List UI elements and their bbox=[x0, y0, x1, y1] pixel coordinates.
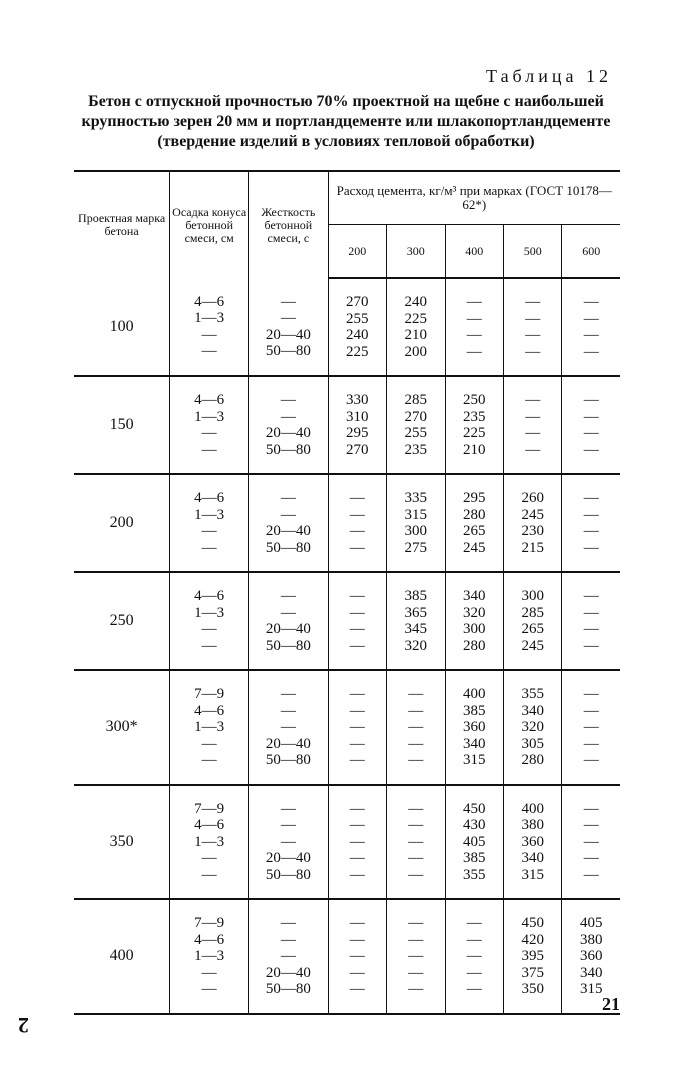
cell-value: — bbox=[583, 327, 599, 343]
rigidity-cell bbox=[249, 670, 328, 785]
cell-value: 280 bbox=[462, 637, 486, 654]
grade-500-cell bbox=[503, 572, 561, 670]
cell-value: 4—6 bbox=[194, 702, 225, 719]
cell-value: 280 bbox=[462, 506, 486, 523]
cell-value: — bbox=[280, 310, 296, 326]
table-row bbox=[74, 572, 620, 670]
grade-400-cell bbox=[445, 474, 503, 572]
cell-value: — bbox=[583, 425, 599, 441]
cell-value: — bbox=[349, 686, 365, 702]
cell-value: 1—3 bbox=[194, 833, 225, 850]
cell-value: — bbox=[583, 817, 599, 833]
cell-value: — bbox=[408, 948, 424, 964]
grade-400-cell bbox=[445, 278, 503, 376]
cell-value: — bbox=[349, 506, 365, 523]
cell-value: — bbox=[408, 702, 424, 719]
cell-value: 405 bbox=[462, 833, 486, 850]
cell-value: 225 bbox=[404, 310, 427, 327]
grade-400-cell bbox=[445, 670, 503, 785]
table-title: Бетон с отпускной прочностью 70% проектной на щебне с наибольшей крупностью зерен 20 мм и портландцементе или шлакопортландцементе (твердение изделий в условиях тепловой обработки) bbox=[81, 93, 611, 150]
cell-value: — bbox=[583, 719, 599, 735]
table-label: Таблица 12 bbox=[486, 66, 612, 86]
cell-value: 210 bbox=[462, 441, 486, 458]
cell-value: 255 bbox=[404, 425, 427, 441]
cell-value: 400 bbox=[462, 686, 486, 702]
cell-value: — bbox=[201, 539, 217, 556]
cell-value: 270 bbox=[346, 441, 369, 458]
cell-value: 1—3 bbox=[194, 408, 225, 425]
cell-value: — bbox=[466, 310, 482, 327]
table-row bbox=[74, 785, 620, 900]
cell-value: 430 bbox=[462, 817, 486, 833]
cell-value: 20—40 bbox=[265, 425, 311, 441]
cell-value: — bbox=[280, 408, 296, 425]
cell-value: — bbox=[408, 735, 424, 752]
cell-value: — bbox=[583, 735, 599, 752]
cell-value: — bbox=[201, 523, 217, 539]
header-project-mark: Проектная марка бетона bbox=[74, 171, 170, 278]
cell-value: 4—6 bbox=[194, 392, 225, 408]
cell-value: 340 bbox=[521, 850, 544, 866]
cell-value: 4—6 bbox=[194, 931, 225, 948]
cell-value: — bbox=[525, 392, 541, 408]
cell-value: 395 bbox=[521, 948, 544, 964]
grade-600-cell bbox=[562, 376, 620, 474]
cell-value: — bbox=[349, 719, 365, 735]
cell-value: 50—80 bbox=[265, 539, 311, 556]
mark-cell: 350 bbox=[74, 785, 170, 900]
cell-value: — bbox=[201, 964, 217, 981]
cell-value: — bbox=[280, 931, 296, 948]
cell-value: 20—40 bbox=[265, 850, 311, 866]
slump-cell bbox=[170, 785, 249, 900]
cell-value: 245 bbox=[521, 637, 544, 654]
grade-300-cell bbox=[387, 899, 445, 1014]
cell-value: 385 bbox=[404, 588, 427, 604]
cell-value: — bbox=[349, 604, 365, 621]
grade-500-cell bbox=[503, 785, 561, 900]
cell-value: 315 bbox=[521, 866, 544, 883]
header-grade-200: 200 bbox=[328, 225, 386, 279]
cell-value: 1—3 bbox=[194, 948, 225, 964]
cell-value: — bbox=[583, 539, 599, 556]
table-row bbox=[74, 670, 620, 785]
cell-value: 340 bbox=[462, 588, 486, 604]
rigidity-cell bbox=[249, 474, 328, 572]
cell-value: — bbox=[349, 915, 365, 931]
rigidity-cell bbox=[249, 899, 328, 1014]
cell-value: — bbox=[349, 833, 365, 850]
grade-500-cell bbox=[503, 474, 561, 572]
cell-value: 295 bbox=[462, 490, 486, 506]
cell-value: 260 bbox=[521, 490, 544, 506]
grade-400-cell bbox=[445, 899, 503, 1014]
cell-value: 320 bbox=[521, 719, 544, 735]
cell-value: 300 bbox=[521, 588, 544, 604]
cell-value: 1—3 bbox=[194, 719, 225, 735]
cell-value: 235 bbox=[404, 441, 427, 458]
header-slump: Осадка конуса бетонной смеси, см bbox=[170, 171, 249, 278]
cell-value: 450 bbox=[462, 800, 486, 817]
cell-value: 1—3 bbox=[194, 506, 225, 523]
cell-value: — bbox=[280, 833, 296, 850]
cell-value: 225 bbox=[462, 425, 486, 441]
cell-value: 380 bbox=[521, 817, 544, 833]
cell-value: — bbox=[408, 719, 424, 735]
rigidity-cell bbox=[249, 278, 328, 376]
cell-value: — bbox=[349, 948, 365, 964]
cell-value: — bbox=[349, 588, 365, 604]
cell-value: — bbox=[583, 621, 599, 637]
cell-value: 50—80 bbox=[265, 637, 311, 654]
cell-value: — bbox=[280, 948, 296, 964]
cell-value: — bbox=[466, 948, 482, 964]
cell-value: 4—6 bbox=[194, 293, 225, 310]
cell-value: — bbox=[201, 343, 217, 359]
cell-value: 340 bbox=[579, 964, 603, 981]
grade-500-cell bbox=[503, 376, 561, 474]
cell-value: 420 bbox=[521, 931, 544, 948]
cell-value: — bbox=[280, 817, 296, 833]
cell-value: — bbox=[466, 294, 482, 310]
cell-value: — bbox=[408, 817, 424, 833]
header-grade-300: 300 bbox=[387, 225, 445, 279]
cell-value: — bbox=[408, 915, 424, 931]
grade-300-cell bbox=[387, 572, 445, 670]
cell-value: — bbox=[201, 425, 217, 441]
cell-value: — bbox=[408, 850, 424, 866]
cell-value: 50—80 bbox=[265, 343, 311, 359]
grade-200-cell bbox=[328, 474, 386, 572]
cell-value: — bbox=[280, 490, 296, 506]
cell-value: — bbox=[583, 702, 599, 719]
cell-value: — bbox=[349, 866, 365, 883]
cell-value: — bbox=[349, 752, 365, 768]
cell-value: 4—6 bbox=[194, 817, 225, 833]
header-grade-500: 500 bbox=[503, 225, 561, 279]
cell-value: — bbox=[583, 392, 599, 408]
cell-value: 215 bbox=[521, 539, 544, 556]
cell-value: — bbox=[408, 800, 424, 817]
cell-value: 320 bbox=[404, 637, 427, 654]
grade-200-cell bbox=[328, 572, 386, 670]
grade-600-cell bbox=[562, 474, 620, 572]
cell-value: 270 bbox=[346, 294, 369, 310]
cell-value: 405 bbox=[579, 915, 603, 931]
mark-cell: 150 bbox=[74, 376, 170, 474]
header-grade-600: 600 bbox=[562, 225, 620, 279]
cell-value: — bbox=[280, 686, 296, 702]
cell-value: — bbox=[583, 408, 599, 425]
cell-value: — bbox=[583, 588, 599, 604]
cell-value: 300 bbox=[404, 523, 427, 539]
grade-600-cell bbox=[562, 670, 620, 785]
table-row bbox=[74, 474, 620, 572]
cell-value: 315 bbox=[404, 506, 427, 523]
cell-value: — bbox=[466, 343, 482, 360]
cell-value: — bbox=[525, 327, 541, 343]
grade-300-cell bbox=[387, 278, 445, 376]
slump-cell bbox=[170, 376, 249, 474]
cell-value: 375 bbox=[521, 964, 544, 981]
cell-value: 300 bbox=[462, 621, 486, 637]
cell-value: 380 bbox=[579, 931, 603, 948]
grade-300-cell bbox=[387, 785, 445, 900]
mark-cell: 100 bbox=[74, 278, 170, 376]
cell-value: — bbox=[466, 915, 482, 931]
cell-value: — bbox=[349, 964, 365, 981]
cell-value: — bbox=[583, 490, 599, 506]
grade-600-cell bbox=[562, 278, 620, 376]
mark-cell: 200 bbox=[74, 474, 170, 572]
cell-value: 7—9 bbox=[194, 915, 225, 931]
header-rigidity: Жесткость бетонной смеси, с bbox=[249, 171, 328, 278]
cell-value: 315 bbox=[579, 981, 603, 997]
cell-value: — bbox=[583, 800, 599, 817]
cell-value: 230 bbox=[521, 523, 544, 539]
cell-value: — bbox=[349, 981, 365, 997]
grade-500-cell bbox=[503, 899, 561, 1014]
cell-value: 270 bbox=[404, 408, 427, 425]
cell-value: 340 bbox=[462, 735, 486, 752]
cell-value: — bbox=[349, 621, 365, 637]
cell-value: 20—40 bbox=[265, 964, 311, 981]
cell-value: 50—80 bbox=[265, 752, 311, 768]
grade-400-cell bbox=[445, 785, 503, 900]
cell-value: 265 bbox=[462, 523, 486, 539]
rigidity-cell bbox=[249, 785, 328, 900]
cell-value: — bbox=[280, 506, 296, 523]
grade-200-cell bbox=[328, 278, 386, 376]
header-grade-400: 400 bbox=[445, 225, 503, 279]
cell-value: — bbox=[280, 293, 296, 310]
cell-value: 265 bbox=[521, 621, 544, 637]
cell-value: 285 bbox=[521, 604, 544, 621]
cell-value: — bbox=[349, 850, 365, 866]
grade-600-cell bbox=[562, 572, 620, 670]
cell-value: 240 bbox=[404, 294, 427, 310]
table-row bbox=[74, 376, 620, 474]
grade-300-cell bbox=[387, 474, 445, 572]
cell-value: — bbox=[349, 490, 365, 506]
cell-value: 335 bbox=[404, 490, 427, 506]
cell-value: 200 bbox=[404, 343, 427, 360]
cell-value: 225 bbox=[346, 343, 369, 360]
cell-value: 310 bbox=[346, 408, 369, 425]
cell-value: — bbox=[349, 735, 365, 752]
cell-value: — bbox=[201, 637, 217, 654]
cell-value: — bbox=[583, 686, 599, 702]
cell-value: 360 bbox=[579, 948, 603, 964]
header-cement-group: Расход цемента, кг/м³ при марках (ГОСТ 10178—62*) bbox=[328, 171, 620, 225]
grade-400-cell bbox=[445, 376, 503, 474]
cell-value: — bbox=[201, 981, 217, 997]
cell-value: — bbox=[201, 441, 217, 458]
cell-value: — bbox=[408, 866, 424, 883]
mark-cell: 400 bbox=[74, 899, 170, 1014]
cell-value: — bbox=[583, 850, 599, 866]
cell-value: — bbox=[525, 408, 541, 425]
cell-value: — bbox=[525, 425, 541, 441]
cell-value: — bbox=[349, 800, 365, 817]
cell-value: 50—80 bbox=[265, 441, 311, 458]
cell-value: 350 bbox=[521, 981, 544, 997]
cell-value: 355 bbox=[521, 686, 544, 702]
cell-value: 285 bbox=[404, 392, 427, 408]
cell-value: — bbox=[583, 752, 599, 768]
cell-value: — bbox=[280, 702, 296, 719]
cell-value: 50—80 bbox=[265, 981, 311, 997]
grade-200-cell bbox=[328, 376, 386, 474]
grade-500-cell bbox=[503, 670, 561, 785]
cell-value: 385 bbox=[462, 850, 486, 866]
grade-500-cell bbox=[503, 278, 561, 376]
cell-value: 4—6 bbox=[194, 588, 225, 604]
page-number: 21 bbox=[602, 994, 620, 1014]
cell-value: — bbox=[583, 833, 599, 850]
cell-value: — bbox=[280, 588, 296, 604]
grade-600-cell bbox=[562, 785, 620, 900]
cell-value: 305 bbox=[521, 735, 544, 752]
cell-value: 315 bbox=[462, 752, 486, 768]
cell-value: — bbox=[349, 702, 365, 719]
cell-value: 340 bbox=[521, 702, 544, 719]
cell-value: — bbox=[466, 327, 482, 343]
cell-value: — bbox=[408, 931, 424, 948]
cell-value: — bbox=[583, 294, 599, 310]
cell-value: 250 bbox=[462, 392, 486, 408]
cell-value: — bbox=[525, 294, 541, 310]
slump-cell bbox=[170, 670, 249, 785]
cell-value: — bbox=[201, 850, 217, 866]
cell-value: 1—3 bbox=[194, 310, 225, 326]
cell-value: 450 bbox=[521, 915, 544, 931]
cell-value: 280 bbox=[521, 752, 544, 768]
slump-cell bbox=[170, 572, 249, 670]
cell-value: — bbox=[201, 866, 217, 883]
cell-value: — bbox=[201, 735, 217, 752]
cell-value: 20—40 bbox=[265, 735, 311, 752]
cell-value: 360 bbox=[462, 719, 486, 735]
cell-value: — bbox=[349, 523, 365, 539]
cell-value: — bbox=[525, 441, 541, 458]
cement-consumption-table bbox=[74, 170, 620, 1015]
cell-value: — bbox=[525, 343, 541, 360]
cell-value: — bbox=[201, 752, 217, 768]
cell-value: 320 bbox=[462, 604, 486, 621]
cell-value: 385 bbox=[462, 702, 486, 719]
cell-value: — bbox=[525, 310, 541, 327]
rigidity-cell bbox=[249, 376, 328, 474]
cell-value: 245 bbox=[462, 539, 486, 556]
grade-400-cell bbox=[445, 572, 503, 670]
table-row bbox=[74, 278, 620, 376]
cell-value: 355 bbox=[462, 866, 486, 883]
cell-value: — bbox=[466, 931, 482, 948]
cell-value: 20—40 bbox=[265, 621, 311, 637]
cell-value: — bbox=[583, 506, 599, 523]
cell-value: 365 bbox=[404, 604, 427, 621]
cell-value: 50—80 bbox=[265, 866, 311, 883]
slump-cell bbox=[170, 899, 249, 1014]
slump-cell bbox=[170, 474, 249, 572]
cell-value: 245 bbox=[521, 506, 544, 523]
cell-value: — bbox=[408, 686, 424, 702]
side-mark: 2 bbox=[18, 1013, 29, 1038]
cell-value: — bbox=[408, 964, 424, 981]
cell-value: 255 bbox=[346, 310, 369, 327]
cell-value: — bbox=[583, 310, 599, 327]
grade-200-cell bbox=[328, 899, 386, 1014]
cell-value: 1—3 bbox=[194, 604, 225, 621]
cell-value: — bbox=[280, 800, 296, 817]
mark-cell: 300* bbox=[74, 670, 170, 785]
table-row bbox=[74, 899, 620, 1014]
cell-value: 345 bbox=[404, 621, 427, 637]
cell-value: — bbox=[408, 981, 424, 997]
cell-value: — bbox=[349, 539, 365, 556]
cell-value: — bbox=[583, 866, 599, 883]
cell-value: 240 bbox=[346, 327, 369, 343]
cell-value: — bbox=[280, 719, 296, 735]
cell-value: — bbox=[280, 604, 296, 621]
cell-value: 235 bbox=[462, 408, 486, 425]
cell-value: — bbox=[583, 523, 599, 539]
cell-value: 4—6 bbox=[194, 490, 225, 506]
cell-value: — bbox=[349, 637, 365, 654]
cell-value: 360 bbox=[521, 833, 544, 850]
cell-value: — bbox=[583, 604, 599, 621]
cell-value: 400 bbox=[521, 800, 544, 817]
cell-value: — bbox=[349, 817, 365, 833]
cell-value: — bbox=[201, 621, 217, 637]
grade-300-cell bbox=[387, 376, 445, 474]
grade-200-cell bbox=[328, 670, 386, 785]
cell-value: — bbox=[408, 752, 424, 768]
cell-value: 7—9 bbox=[194, 800, 225, 817]
cell-value: — bbox=[280, 915, 296, 931]
mark-cell: 250 bbox=[74, 572, 170, 670]
cell-value: — bbox=[466, 964, 482, 981]
cell-value: — bbox=[583, 343, 599, 360]
cell-value: — bbox=[349, 931, 365, 948]
cell-value: 20—40 bbox=[265, 326, 311, 343]
rigidity-cell bbox=[249, 572, 328, 670]
cell-value: 295 bbox=[346, 425, 369, 441]
cell-value: — bbox=[583, 637, 599, 654]
cell-value: — bbox=[280, 392, 296, 408]
slump-cell bbox=[170, 278, 249, 376]
cell-value: 275 bbox=[404, 539, 427, 556]
cell-value: 210 bbox=[404, 327, 427, 343]
cell-value: — bbox=[583, 441, 599, 458]
cell-value: — bbox=[201, 326, 217, 343]
cell-value: 20—40 bbox=[265, 523, 311, 539]
cell-value: 330 bbox=[346, 392, 369, 408]
grade-200-cell bbox=[328, 785, 386, 900]
cell-value: — bbox=[408, 833, 424, 850]
grade-300-cell bbox=[387, 670, 445, 785]
cell-value: — bbox=[466, 981, 482, 997]
cell-value: 7—9 bbox=[194, 686, 225, 702]
